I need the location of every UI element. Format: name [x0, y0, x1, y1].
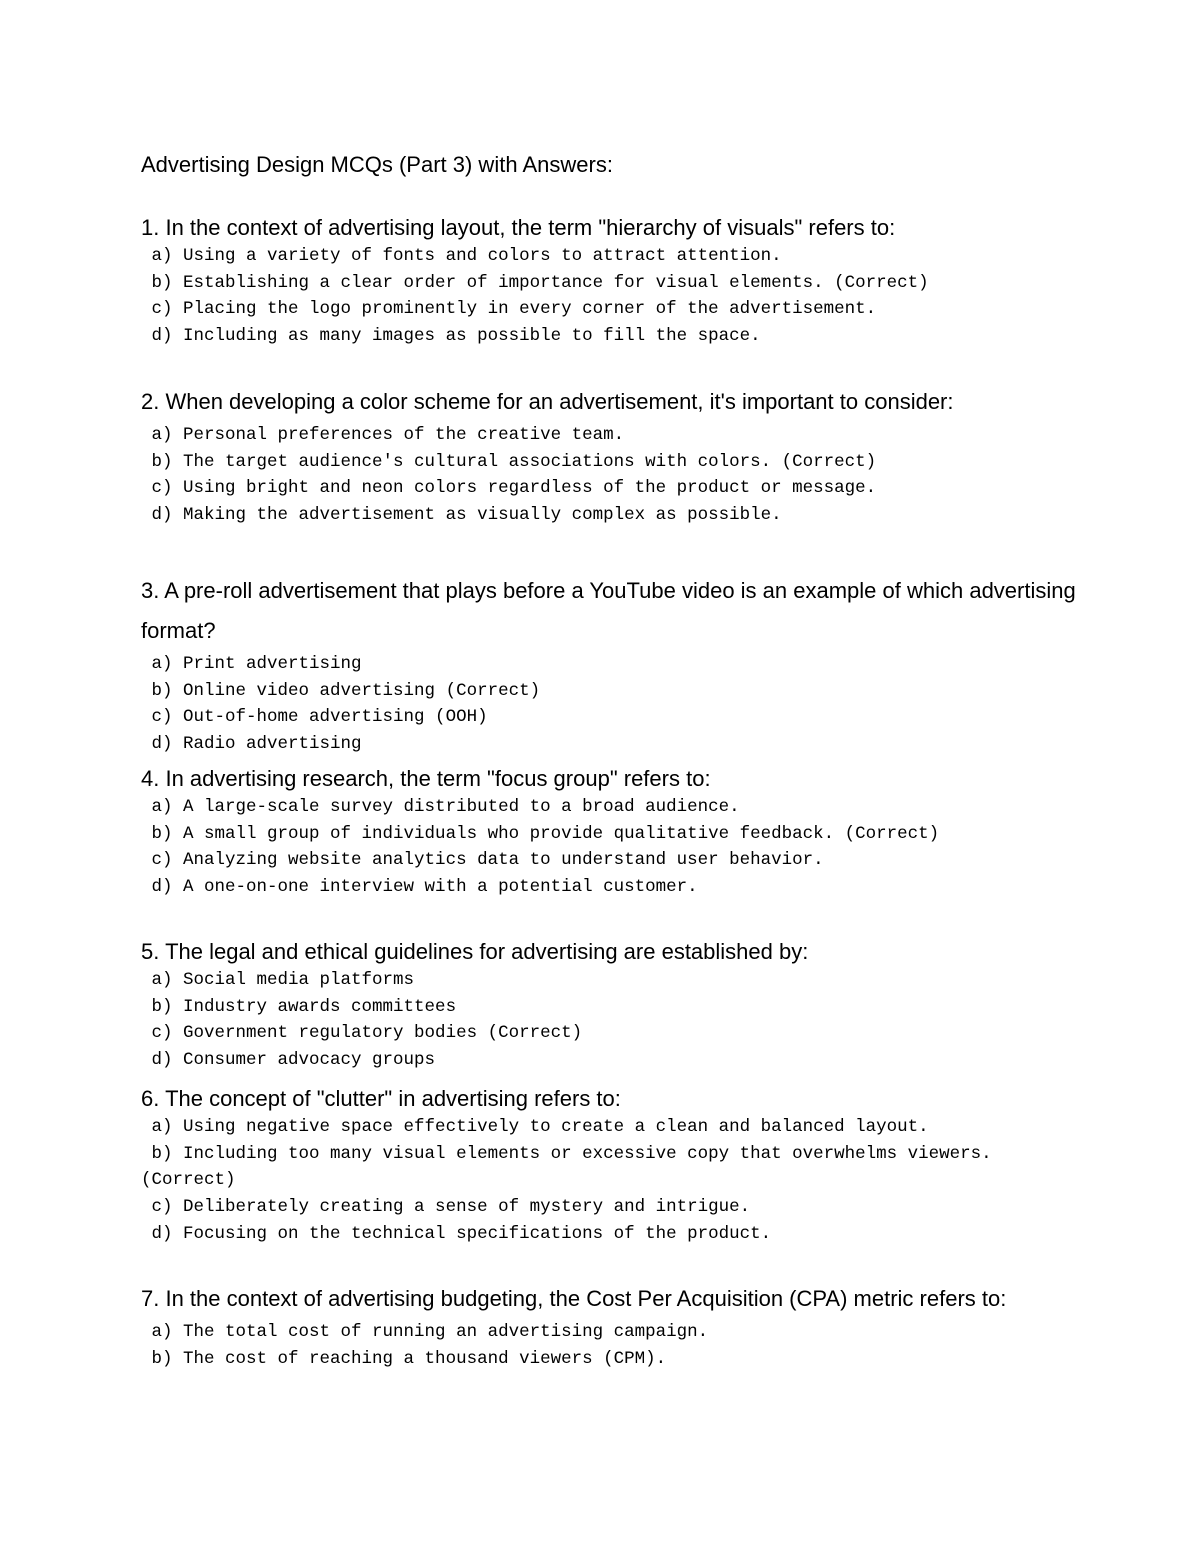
options-list	[141, 243, 1081, 350]
option-c: c) Government regulatory bodies (Correct)	[141, 1023, 583, 1044]
options-list	[141, 651, 1081, 758]
option-a: a) Using a variety of fonts and colors to attract attention.	[141, 246, 782, 266]
option-b: b) The target audience's cultural associations with colors. (Correct)	[141, 451, 877, 472]
option-a: a) Using negative space effectively to create a clean and balanced layout.	[141, 1117, 929, 1137]
option-b: b) Including too many visual elements or excessive copy that overwhelms viewers. (Correct)	[141, 1143, 1003, 1191]
document-title: Advertising Design MCQs (Part 3) with Answers:	[141, 152, 613, 177]
option-d: d) Radio advertising	[141, 734, 362, 755]
question-7	[141, 1279, 1081, 1372]
question-text: 1. In the context of advertising layout, the term "hierarchy of visuals" refers to:	[141, 215, 896, 240]
option-c: c) Out-of-home advertising (OOH)	[141, 707, 488, 728]
option-b: b) A small group of individuals who provide qualitative feedback. (Correct)	[141, 823, 940, 844]
option-c: c) Placing the logo prominently in every corner of the advertisement.	[141, 299, 877, 320]
option-c: c) Analyzing website analytics data to understand user behavior.	[141, 850, 824, 871]
option-b: b) Industry awards committees	[141, 996, 457, 1017]
options-list	[141, 1114, 1081, 1248]
option-a: a) Print advertising	[141, 654, 362, 674]
question-6	[141, 1084, 1081, 1248]
option-c: c) Using bright and neon colors regardless of the product or message.	[141, 478, 877, 499]
options-list	[141, 967, 1081, 1074]
question-2	[141, 382, 1081, 529]
option-c: c) Deliberately creating a sense of mystery and intrigue.	[141, 1197, 751, 1218]
options-list	[141, 422, 1081, 529]
question-1	[141, 213, 1081, 350]
option-a: a) Personal preferences of the creative team.	[141, 425, 625, 445]
question-text: 4. In advertising research, the term "focus group" refers to:	[141, 766, 711, 791]
options-list	[141, 794, 1081, 901]
option-a: a) Social media platforms	[141, 970, 415, 990]
option-b: b) Online video advertising (Correct)	[141, 680, 541, 701]
option-d: d) Consumer advocacy groups	[141, 1050, 436, 1071]
question-text: 7. In the context of advertising budgeting, the Cost Per Acquisition (CPA) metric refers to:	[141, 1286, 1007, 1311]
option-d: d) Including as many images as possible to fill the space.	[141, 326, 761, 347]
question-text: 5. The legal and ethical guidelines for advertising are established by:	[141, 939, 809, 964]
question-text: 2. When developing a color scheme for an advertisement, it's important to consider:	[141, 389, 954, 414]
question-5	[141, 937, 1081, 1074]
question-4	[141, 764, 1081, 901]
option-a: a) The total cost of running an advertising campaign.	[141, 1322, 709, 1342]
question-text: 3. A pre-roll advertisement that plays before a YouTube video is an example of which advertising format?	[141, 578, 1076, 643]
question-3	[141, 571, 1081, 758]
option-d: d) A one-on-one interview with a potential customer.	[141, 877, 698, 898]
option-b: b) The cost of reaching a thousand viewers (CPM).	[141, 1348, 667, 1369]
options-list	[141, 1319, 1081, 1372]
option-a: a) A large-scale survey distributed to a broad audience.	[141, 797, 740, 817]
option-d: d) Focusing on the technical specifications of the product.	[141, 1223, 772, 1244]
option-d: d) Making the advertisement as visually complex as possible.	[141, 505, 782, 526]
question-text: 6. The concept of "clutter" in advertising refers to:	[141, 1086, 621, 1111]
option-b: b) Establishing a clear order of importance for visual elements. (Correct)	[141, 272, 929, 293]
